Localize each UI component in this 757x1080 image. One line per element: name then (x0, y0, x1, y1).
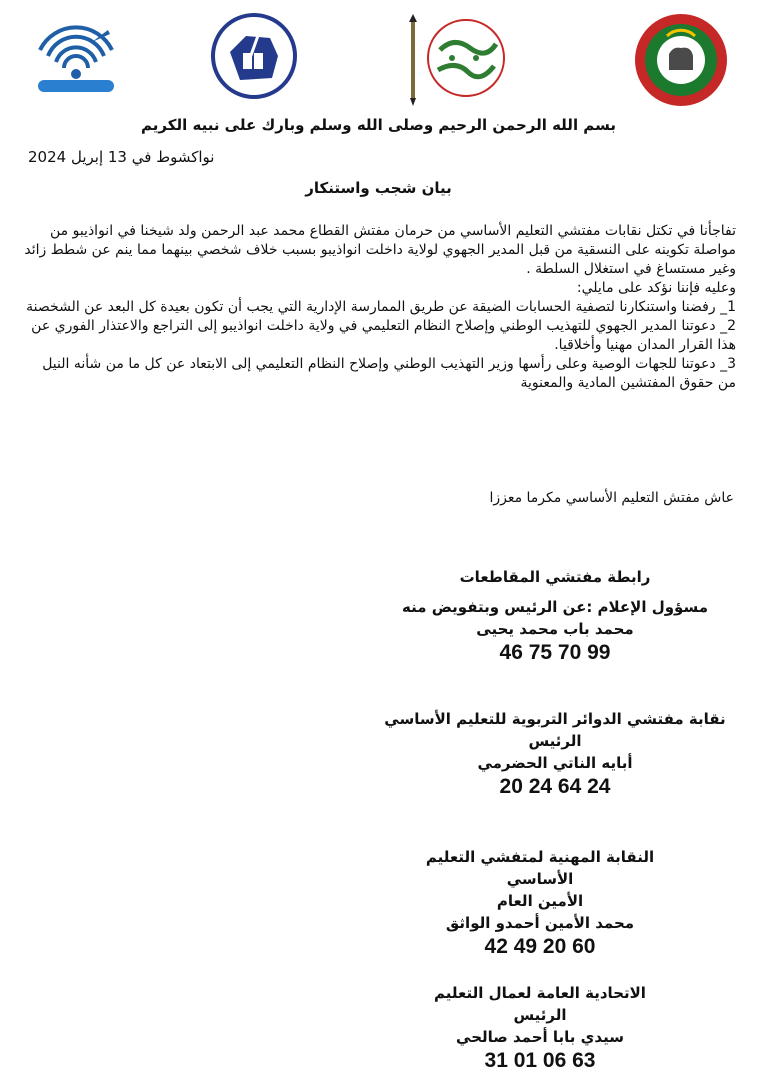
signature-role: مسؤول الإعلام :عن الرئيس وبتفويض منه (401, 598, 709, 616)
signature-org: نقابة مفتشي الدوائر التربوية للتعليم الأساسي (384, 710, 726, 728)
point-item: 1_ رفضنا واستنكارنا لتصفية الحسابات الضيقة عن طريق الممارسة الإدارية التي يجب أن تكون بعيدة كل البعد عن الشخصنة (26, 299, 736, 315)
intro-paragraph: تفاجأنا في تكتل نقابات مفتشي التعليم الأساسي من حرمان مفتش القطاع محمد عبد الرحمن ولد شيخنا في انواذيبو من مواصلة تكوينه على النسقية من قبل المدير الجهوي لولاية داخلت انواذيبو بسبب خلاف شخصي بينهما مما ينم عن شطط زائد وغير مستساغ في استغلال السلطة . (24, 223, 736, 277)
signature-block (380, 708, 730, 798)
statement-body (24, 222, 736, 393)
signature-name: محمد الأمين أحمدو الواثق (445, 914, 635, 932)
signature-phone: 31 01 06 63 (484, 1049, 596, 1072)
signature-name: محمد باب محمد يحيى (476, 620, 634, 638)
lead-line: وعليه فإننا نؤكد على مايلي: (576, 280, 736, 296)
signature-org: رابطة مفتشي المقاطعات (459, 568, 651, 586)
green-calligraphy-pen-logo (404, 14, 508, 106)
document-title: بيان شجب واستنكار (305, 179, 452, 197)
point-item: 2_ دعوتنا المدير الجهوي للتهذيب الوطني وإصلاح النظام التعليمي في ولاية داخلت انواذيبو إلى التراجع والاعتذار الفوري عن هذا القرار المدان مهنيا وأخلاقيا. (31, 318, 736, 353)
signature-name: سيدي بابا أحمد صالحي (456, 1028, 624, 1046)
signature-phone: 20 24 64 24 (499, 775, 611, 798)
signature-block (400, 566, 710, 664)
closing-line: عاش مفتش التعليم الأساسي مكرما معززا (489, 490, 734, 506)
signature-block (390, 846, 690, 958)
signature-role: الرئيس (528, 732, 582, 750)
signature-name: أبايه الناتي الحضرمي (477, 754, 633, 772)
signature-block (410, 982, 670, 1072)
document-date: نواكشوط في 13 إبريل 2024 (28, 148, 215, 166)
header-logos (0, 10, 757, 110)
signature-phone: 46 75 70 99 (499, 641, 611, 664)
point-item: 3_ دعوتنا للجهات الوصية وعلى رأسها وزير التهذيب الوطني وإصلاح النظام التعليمي إلى الابتعاد عن كل ما من شأنه النيل من حقوق المفتشين المادية والمعنوية (42, 356, 736, 391)
npinep-map-book-logo (210, 12, 298, 100)
signature-org: الاتحادية العامة لعمال التعليم (434, 984, 646, 1002)
signature-phone: 42 49 20 60 (484, 935, 596, 958)
signature-role: الأمين العام (496, 892, 584, 910)
signature-org: النقابة المهنية لمتفشي التعليم الأساسي (425, 848, 655, 888)
signature-role: الرئيس (513, 1006, 567, 1024)
basmala: بسم الله الرحمن الرحيم وصلى الله وسلم وبارك على نبيه الكريم (141, 116, 616, 134)
red-green-fist-emblem-logo (633, 12, 729, 108)
wifi-wave-union-logo (30, 10, 122, 102)
